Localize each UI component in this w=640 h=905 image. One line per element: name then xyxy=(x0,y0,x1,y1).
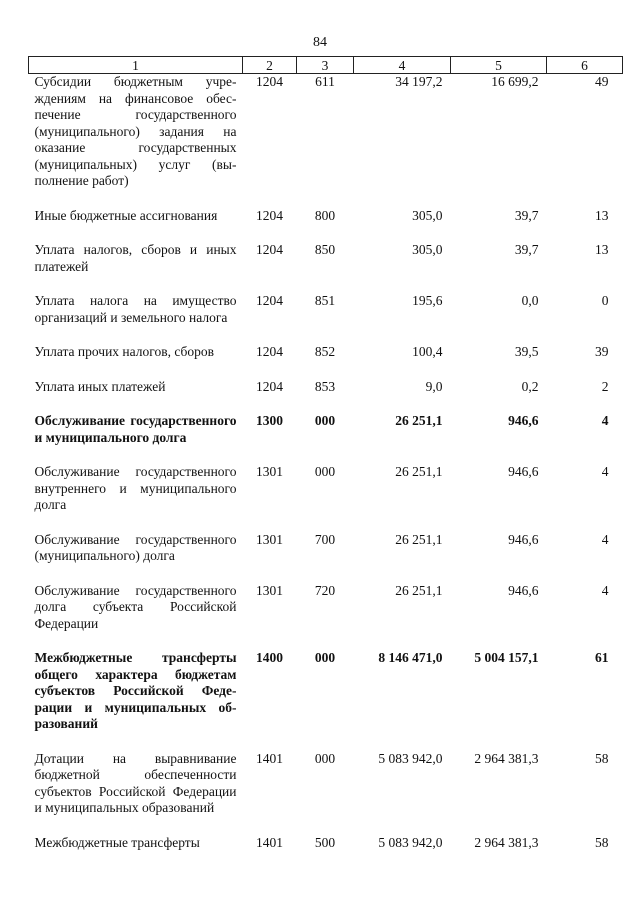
executed-amount-cell: 2 964 381,3 xyxy=(474,834,539,850)
planned-amount-cell: 26 251,1 xyxy=(395,464,443,479)
percent-cell: 61 xyxy=(595,650,609,665)
executed-amount-cell: 16 699,2 xyxy=(491,74,539,89)
row-name-cell: Уплата иных платежей xyxy=(34,378,166,394)
executed-amount-cell: 5 004 157,1 xyxy=(474,650,539,665)
planned-amount-cell: 26 251,1 xyxy=(395,531,443,547)
percent-cell: 2 xyxy=(601,378,609,394)
planned-amount-cell: 8 146 471,0 xyxy=(378,650,443,665)
executed-amount-cell: 2 964 381,3 xyxy=(474,750,539,766)
executed-amount-cell: 946,6 xyxy=(508,464,539,479)
expense-type-cell: 000 xyxy=(314,750,336,766)
row-name-cell: Обслуживание государственного долга субъекта Российской Федерации xyxy=(34,582,237,631)
percent-cell: 39 xyxy=(595,344,609,359)
row-name-cell: Субсидии бюджетным учреждениям на финансовое обеспечение государственного (муниципального) задания на оказание государственных (муниципальных) услуг (выполнение работ) xyxy=(34,74,237,188)
section-code-cell: 1204 xyxy=(256,74,283,89)
table-row xyxy=(29,464,623,532)
executed-amount-cell: 946,6 xyxy=(508,531,539,547)
expense-type-cell: 853 xyxy=(314,378,336,394)
executed-amount-cell: 0,2 xyxy=(521,378,539,394)
expense-type-cell: 700 xyxy=(314,531,336,547)
budget-table xyxy=(28,56,623,869)
section-code-cell: 1204 xyxy=(256,242,283,257)
section-code-cell: 1204 xyxy=(256,344,283,359)
row-name-cell: Уплата налогов, сборов и иных платежей xyxy=(34,242,237,274)
planned-amount-cell: 305,0 xyxy=(412,242,443,257)
planned-amount-cell: 26 251,1 xyxy=(395,413,443,428)
planned-amount-cell: 5 083 942,0 xyxy=(378,750,443,766)
executed-amount-cell: 946,6 xyxy=(508,582,539,598)
executed-amount-cell: 39,7 xyxy=(514,207,539,223)
expense-type-cell: 720 xyxy=(314,582,336,598)
column-header: 6 xyxy=(547,57,623,74)
percent-cell: 4 xyxy=(601,531,609,547)
planned-amount-cell: 305,0 xyxy=(412,207,443,223)
percent-cell: 4 xyxy=(601,582,609,598)
expense-type-cell: 851 xyxy=(314,293,336,308)
row-name-cell: Межбюджетные трансферты xyxy=(34,834,200,850)
expense-type-cell: 852 xyxy=(314,344,336,359)
percent-cell: 13 xyxy=(595,242,609,257)
table-row xyxy=(29,344,623,379)
planned-amount-cell: 26 251,1 xyxy=(395,582,443,598)
column-header: 2 xyxy=(243,57,297,74)
percent-cell: 49 xyxy=(595,74,609,89)
column-header: 5 xyxy=(451,57,547,74)
percent-cell: 4 xyxy=(601,464,609,479)
executed-amount-cell: 0,0 xyxy=(521,293,539,308)
section-code-cell: 1400 xyxy=(256,650,283,665)
column-header: 3 xyxy=(297,57,354,74)
expense-type-cell: 500 xyxy=(314,834,336,850)
section-code-cell: 1401 xyxy=(256,834,283,850)
section-code-cell: 1301 xyxy=(256,531,283,547)
table-row xyxy=(29,242,623,293)
section-code-cell: 1204 xyxy=(256,378,283,394)
section-code-cell: 1204 xyxy=(256,207,283,223)
section-code-cell: 1204 xyxy=(256,293,283,308)
row-name-cell: Обслуживание государственного и муниципального долга xyxy=(34,413,237,445)
row-name-cell: Обслуживание государственного (муниципального) долга xyxy=(34,531,237,563)
table-row xyxy=(29,208,623,243)
percent-cell: 13 xyxy=(595,207,609,223)
section-code-cell: 1401 xyxy=(256,750,283,766)
column-header: 1 xyxy=(29,57,243,74)
expense-type-cell: 000 xyxy=(314,464,336,479)
planned-amount-cell: 9,0 xyxy=(425,378,443,394)
table-row xyxy=(29,74,623,208)
percent-cell: 58 xyxy=(595,750,609,766)
page-number: 84 xyxy=(313,35,327,50)
table-row xyxy=(29,650,623,751)
row-name-cell: Иные бюджетные ассигнования xyxy=(34,207,218,223)
percent-cell: 0 xyxy=(601,293,609,308)
table-row xyxy=(29,293,623,344)
section-code-cell: 1301 xyxy=(256,582,283,598)
expense-type-cell: 000 xyxy=(314,650,336,665)
row-name-cell: Уплата налога на имущество организаций и земельного налога xyxy=(34,293,237,325)
table-row xyxy=(29,532,623,583)
percent-cell: 58 xyxy=(595,834,609,850)
planned-amount-cell: 34 197,2 xyxy=(395,74,443,89)
column-header: 4 xyxy=(354,57,451,74)
table-row xyxy=(29,379,623,414)
executed-amount-cell: 39,7 xyxy=(514,242,539,257)
planned-amount-cell: 100,4 xyxy=(412,344,443,359)
percent-cell: 4 xyxy=(601,413,609,428)
table-row xyxy=(29,413,623,464)
row-name-cell: Межбюджетные трансферты общего характера бюджетам субъектов Российской Федерации и муниципальных образований xyxy=(34,650,237,731)
section-code-cell: 1300 xyxy=(256,413,283,428)
table-row xyxy=(29,835,623,870)
row-name-cell: Уплата прочих налогов, сборов xyxy=(34,344,214,359)
table-row xyxy=(29,583,623,651)
executed-amount-cell: 946,6 xyxy=(508,413,539,428)
row-name-cell: Обслуживание государственного внутреннего и муниципального долга xyxy=(34,464,237,512)
section-code-cell: 1301 xyxy=(256,464,283,479)
planned-amount-cell: 195,6 xyxy=(412,293,443,308)
table-header-row xyxy=(29,57,623,74)
expense-type-cell: 611 xyxy=(315,74,335,89)
expense-type-cell: 800 xyxy=(314,207,336,223)
expense-type-cell: 000 xyxy=(314,413,336,428)
planned-amount-cell: 5 083 942,0 xyxy=(378,834,443,850)
executed-amount-cell: 39,5 xyxy=(514,344,539,359)
expense-type-cell: 850 xyxy=(314,242,336,257)
row-name-cell: Дотации на выравнивание бюджетной обеспеченности субъектов Российской Федерации и муниципальных образований xyxy=(34,750,237,815)
table-row xyxy=(29,751,623,835)
